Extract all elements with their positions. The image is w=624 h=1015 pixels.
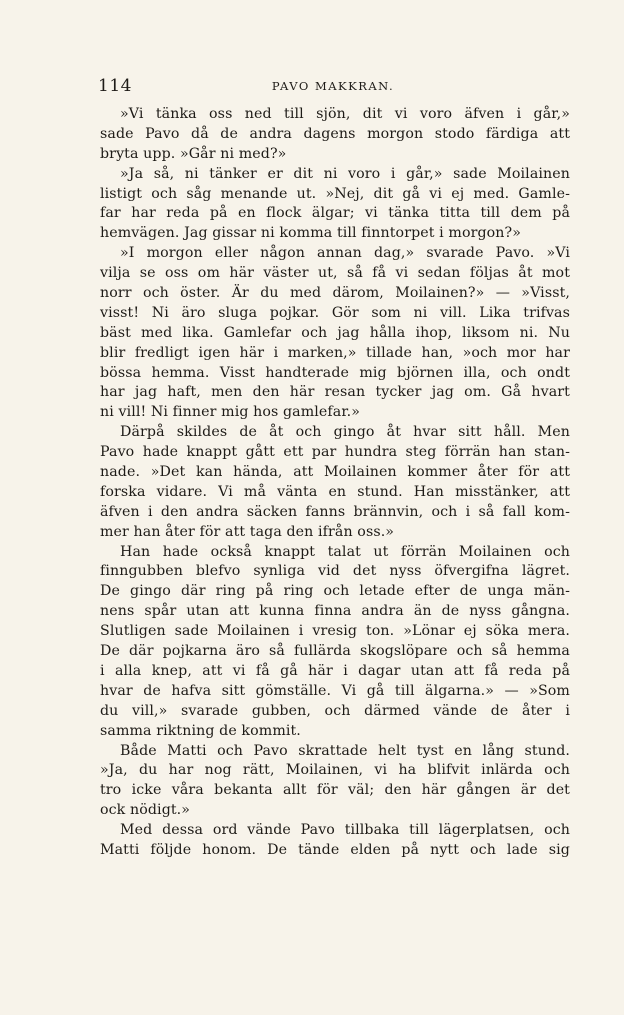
- text-line: visst! Ni äro sluga pojkar. Gör som ni vill. Lika trifvas: [100, 304, 570, 321]
- text-line: De där pojkarna äro så fullärda skogslöpare och så hemma: [100, 643, 570, 660]
- text-line: hemvägen. Jag gissar ni komma till finntorpet i morgon?»: [100, 225, 522, 242]
- text-line: Matti följde honom. De tände elden på nytt och lade sig: [100, 841, 570, 858]
- text-line: »Ja, du har nog rätt, Moilainen, vi ha blifvit inlärda och: [100, 762, 570, 779]
- text-line: bryta upp. »Går ni med?»: [100, 145, 287, 162]
- text-line: finngubben blefvo synliga vid det nyss öfvergifna lägret.: [100, 563, 570, 580]
- text-line: nens spår utan att kunna finna andra än de nyss gångna.: [100, 603, 570, 620]
- text-line: ni vill! Ni finner mig hos gamlefar.»: [100, 404, 361, 421]
- text-line: i alla knep, att vi få gå här i dagar utan att få reda på: [100, 662, 570, 679]
- text-line: du vill,» svarade gubben, och därmed vände de åter i: [100, 702, 570, 719]
- text-line: har jag haft, men den här resan tycker jag om. Gå hvart: [100, 384, 570, 401]
- text-line: tro icke våra bekanta allt för väl; den här gången är det: [100, 782, 570, 799]
- text-line: Med dessa ord vände Pavo tillbaka till lägerplatsen, och: [120, 822, 570, 839]
- text-line: vilja se oss om här väster ut, så få vi sedan följas åt mot: [100, 265, 570, 282]
- body-text: [100, 105, 570, 861]
- text-line: forska vidare. Vi må vänta en stund. Han misstänker, att: [100, 483, 570, 500]
- text-line: Pavo hade knappt gått ett par hundra steg förrän han stan-: [100, 444, 570, 461]
- text-line: »Vi tänka oss ned till sjön, dit vi voro äfven i går,»: [120, 106, 570, 122]
- text-line: Slutligen sade Moilainen i vresig ton. »Lönar ej söka mera.: [100, 623, 570, 640]
- running-head: PAVO MAKKRAN.: [271, 79, 395, 93]
- text-line: »Ja så, ni tänker er dit ni voro i går,» sade Moilainen: [120, 165, 570, 182]
- page-number: 114: [98, 76, 132, 96]
- text-line: De gingo där ring på ring och letade efter de unga män-: [100, 583, 570, 600]
- text-line: bäst med lika. Gamlefar och jag hålla ihop, liksom ni. Nu: [100, 324, 570, 341]
- text-line: nade. »Det kan hända, att Moilainen kommer åter för att: [100, 464, 570, 481]
- text-line: listigt och såg menande ut. »Nej, dit gå vi ej med. Gamle-: [100, 185, 570, 202]
- page-header: [98, 76, 568, 98]
- text-line: norr och öster. Är du med därom, Moilainen?» — »Visst,: [100, 285, 570, 302]
- text-line: Därpå skildes de åt och gingo åt hvar sitt håll. Men: [120, 424, 570, 441]
- text-line: bössa hemma. Visst handterade mig björnen illa, och ondt: [100, 364, 570, 381]
- text-line: hvar de hafva sitt gömställe. Vi gå till älgarna.» — »Som: [100, 682, 570, 699]
- text-line: ock nödigt.»: [100, 802, 191, 819]
- text-line: samma riktning de kommit.: [100, 722, 301, 739]
- text-line: Han hade också knappt talat ut förrän Moilainen och: [120, 543, 570, 560]
- text-line: far har reda på en flock älgar; vi tänka titta till dem på: [100, 205, 570, 222]
- text-line: blir fredligt igen här i marken,» tillade han, »och mor har: [100, 344, 570, 361]
- text-line: äfven i den andra säcken fanns brännvin, och i så fall kom-: [100, 503, 570, 520]
- text-line: »I morgon eller någon annan dag,» svarade Pavo. »Vi: [120, 245, 570, 262]
- text-line: mer han åter för att taga den ifrån oss.»: [100, 523, 395, 540]
- text-line: sade Pavo då de andra dagens morgon stodo färdiga att: [100, 125, 570, 142]
- text-line: Både Matti och Pavo skrattade helt tyst en lång stund.: [120, 742, 570, 759]
